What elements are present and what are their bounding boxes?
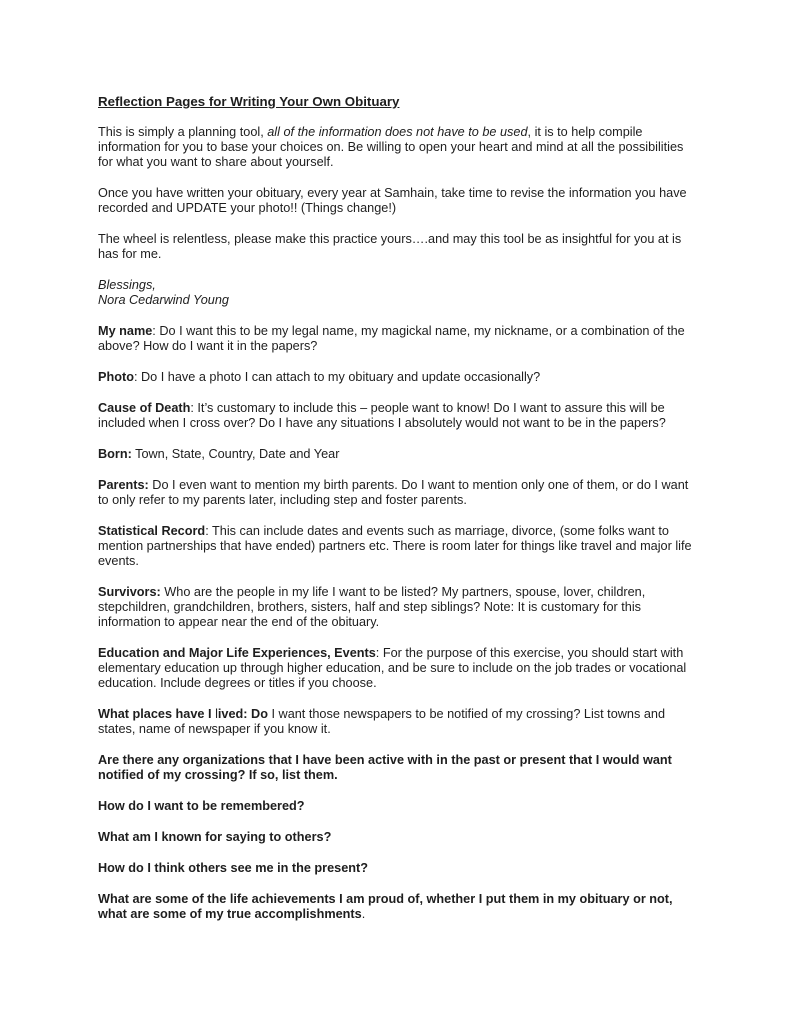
intro-text-1b: , it is to help compile information for you to base your choices on. Be willing to open your heart and mind at all the possibilities for what you want to share about yourself. <box>98 125 684 169</box>
section-survivors <box>98 585 698 630</box>
section-label: Parents: <box>98 478 149 492</box>
section-label: Statistical Record <box>98 524 206 538</box>
section-label: Education and Major Life Experiences, Events <box>98 646 376 660</box>
section-places-lived <box>98 707 698 737</box>
section-text: Who are the people in my life I want to be listed? My partners, spouse, lover, children, stepchildren, grandchildren, brothers, sisters, half and step siblings? Note: It is customary for this information to appear near the end of the obituary. <box>98 585 646 629</box>
section-label: Photo <box>98 370 134 384</box>
section-text: : For the purpose of this exercise, you should start with elementary education up through higher education, and be sure to include on the job trades or vocational education. Include degrees or titles if you choose. <box>98 646 687 690</box>
question-text: What are some of the life achievements I am proud of, whether I put them in my obituary or not, what are some of my true accomplishments <box>98 892 673 921</box>
question-known-for: What am I known for saying to others? <box>98 830 332 844</box>
intro-italic-text: all of the information does not have to be used <box>267 125 528 139</box>
section-label: Survivors: <box>98 585 161 599</box>
section-label-plain: l <box>215 707 218 721</box>
section-text: : It’s customary to include this – people want to know! Do I want to assure this will be included when I cross over? Do I have any situations I absolutely would not want to be in the papers? <box>98 401 666 430</box>
section-text: I want those newspapers to be notified of my crossing? List towns and states, name of newspaper if you know it. <box>98 707 666 736</box>
section-label: My name <box>98 324 153 338</box>
question-remembered: How do I want to be remembered? <box>98 799 305 813</box>
intro-paragraph-1 <box>98 125 698 170</box>
intro-paragraph-3: The wheel is relentless, please make this practice yours….and may this tool be as insightful for you at is has for me. <box>98 232 682 261</box>
section-label-do: Do <box>251 707 268 721</box>
section-text: Do I even want to mention my birth parents. Do I want to mention only one of them, or do I want to only refer to my parents later, including step and foster parents. <box>98 478 689 507</box>
signature-block <box>98 278 698 308</box>
question-achievements <box>98 892 698 922</box>
section-born <box>98 447 698 462</box>
section-label: Cause of Death <box>98 401 191 415</box>
section-label: Born: <box>98 447 132 461</box>
section-label: What places have I <box>98 707 216 721</box>
section-my-name <box>98 324 698 354</box>
page-title: Reflection Pages for Writing Your Own Obituary <box>98 94 400 109</box>
section-text: : This can include dates and events such as marriage, divorce, (some folks want to mention partnerships that have ended) partners etc. There is room later for things like travel and major life events. <box>98 524 692 568</box>
section-text: Town, State, Country, Date and Year <box>131 447 340 461</box>
question-organizations: Are there any organizations that I have been active with in the past or present that I would want notified of my crossing? If so, list them. <box>98 753 672 782</box>
section-cause-of-death <box>98 401 698 431</box>
section-parents <box>98 478 698 508</box>
intro-text-1a: This is simply a planning tool, <box>98 125 268 139</box>
section-photo <box>98 370 698 385</box>
question-period: . <box>361 907 366 921</box>
document-page <box>98 94 698 938</box>
signature-greeting: Blessings, <box>98 278 156 292</box>
question-others-see-me: How do I think others see me in the present? <box>98 861 369 875</box>
signature-name: Nora Cedarwind Young <box>98 293 229 307</box>
section-label: ived: <box>217 707 252 721</box>
section-text: : Do I have a photo I can attach to my obituary and update occasionally? <box>133 370 541 384</box>
section-statistical-record <box>98 524 698 569</box>
section-text: : Do I want this to be my legal name, my magickal name, my nickname, or a combination of the above? How do I want it in the papers? <box>98 324 685 353</box>
section-education <box>98 646 698 691</box>
intro-paragraph-2: Once you have written your obituary, every year at Samhain, take time to revise the information you have recorded and UPDATE your photo!! (Things change!) <box>98 186 687 215</box>
